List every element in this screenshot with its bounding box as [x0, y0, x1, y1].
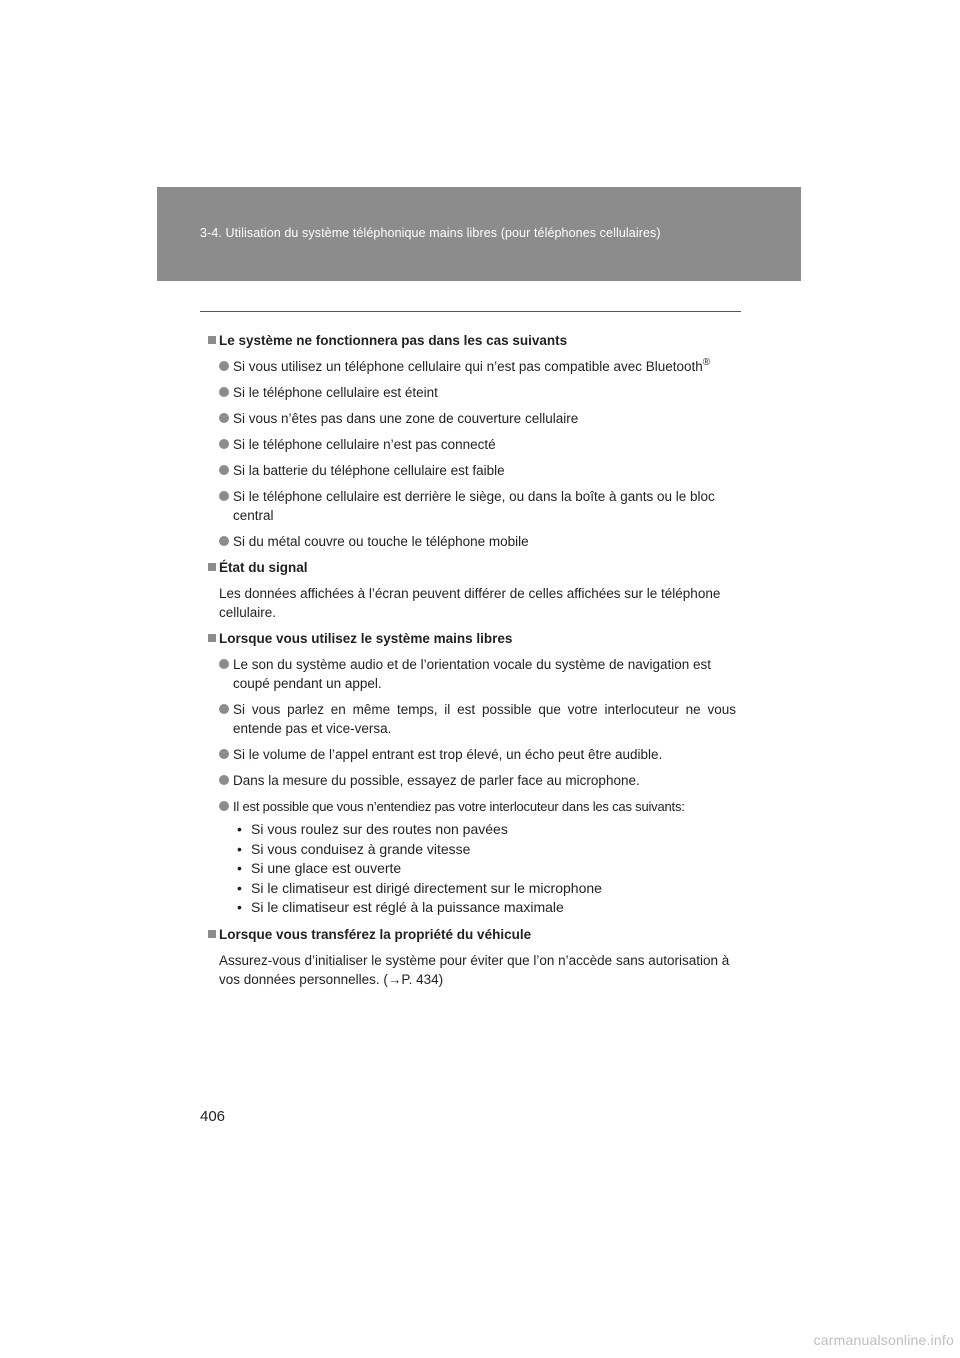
- section-title: [219, 558, 736, 577]
- section-title: [219, 925, 736, 944]
- section-title-text: Lorsque vous transférez la propriété du véhicule: [219, 926, 532, 942]
- list-item: [219, 357, 736, 376]
- circle-bullet-icon: [219, 361, 229, 371]
- arrow-icon: →: [387, 971, 402, 987]
- list-item-text: Si le volume de l’appel entrant est trop élevé, un écho peut être audible.: [233, 747, 663, 762]
- sub-list-item: [237, 879, 736, 899]
- list-item-text: Si le téléphone cellulaire n’est pas connecté: [233, 437, 496, 452]
- list-item: [219, 435, 736, 454]
- list-item: [219, 700, 736, 738]
- list-item-text: Il est possible que vous n’entendiez pas votre interlocuteur dans les cas suivants:: [233, 799, 685, 814]
- sub-list: [219, 820, 736, 918]
- registered-mark: ®: [702, 357, 711, 368]
- square-bullet-icon: [208, 930, 216, 938]
- sub-list-item: [237, 898, 736, 918]
- circle-bullet-icon: [219, 491, 229, 501]
- page-reference-link[interactable]: P. 434): [401, 971, 444, 987]
- circle-bullet-icon: [219, 536, 229, 546]
- circle-bullet-icon: [219, 749, 229, 759]
- sub-list-item: [237, 840, 736, 860]
- chapter-title: 3-4. Utilisation du système téléphonique mains libres (pour téléphones cellulaires): [200, 226, 661, 240]
- list-item: [219, 771, 736, 790]
- list-item-text: Si le téléphone cellulaire est éteint: [233, 385, 438, 400]
- sub-bullet-mark: •: [237, 899, 242, 915]
- circle-bullet-icon: [219, 659, 229, 669]
- sub-list-item-text: Si vous roulez sur des routes non pavées: [251, 821, 508, 837]
- circle-bullet-icon: [219, 465, 229, 475]
- watermark: carmanualsonline.info: [813, 1332, 954, 1348]
- list-item-text: Dans la mesure du possible, essayez de parler face au microphone.: [233, 773, 640, 788]
- circle-bullet-icon: [219, 775, 229, 785]
- section-title-text: État du signal: [219, 560, 308, 575]
- list-item: [219, 532, 736, 551]
- list-item-text: Si le téléphone cellulaire est derrière le siège, ou dans la boîte à gants ou le bloc central: [233, 489, 715, 523]
- sub-bullet-mark: •: [237, 840, 242, 857]
- circle-bullet-icon: [219, 801, 229, 811]
- paragraph-text: Assurez-vous d’initialiser le système pour éviter que l’on n’accède sans autorisation à vos données personnelles. (: [219, 952, 730, 987]
- sub-list-item: [237, 820, 736, 840]
- sub-list-item-text: Si le climatiseur est réglé à la puissance maximale: [251, 899, 564, 915]
- circle-bullet-icon: [219, 704, 229, 714]
- circle-bullet-icon: [219, 413, 229, 423]
- list-item: [219, 655, 736, 693]
- list-item-text: Le son du système audio et de l’orientation vocale du système de navigation est coupé pendant un appel.: [233, 657, 712, 691]
- square-bullet-icon: [208, 563, 216, 571]
- list-item-text: Si vous utilisez un téléphone cellulaire qui n’est pas compatible avec Bluetooth: [233, 359, 703, 374]
- divider: [200, 311, 741, 312]
- section-title: [219, 629, 736, 648]
- sub-bullet-mark: •: [237, 860, 242, 876]
- section-title-text: Le système ne fonctionnera pas dans les cas suivants: [219, 333, 568, 348]
- square-bullet-icon: [208, 336, 216, 344]
- page-number: 406: [200, 1108, 226, 1125]
- sub-list-item-text: Si vous conduisez à grande vitesse: [251, 840, 471, 857]
- paragraph: Les données affichées à l’écran peuvent différer de celles affichées sur le téléphone cellulaire.: [219, 586, 721, 620]
- list-item: [219, 797, 736, 816]
- list-item: [219, 409, 736, 428]
- list-item: [219, 487, 736, 525]
- list-item-text: Si vous parlez en même temps, il est possible que votre interlocuteur ne vous entende pas et vice-versa.: [233, 702, 736, 736]
- list-item-text: Si la batterie du téléphone cellulaire est faible: [233, 463, 505, 478]
- sub-list-item-text: Si le climatiseur est dirigé directement sur le microphone: [251, 879, 602, 896]
- paragraph: [219, 951, 736, 989]
- page-content: [219, 331, 736, 996]
- list-item: [219, 383, 736, 402]
- sub-bullet-mark: •: [237, 879, 242, 896]
- sub-list-item-text: Si une glace est ouverte: [251, 860, 402, 876]
- list-item-text: Si du métal couvre ou touche le téléphone mobile: [233, 534, 529, 549]
- chapter-header-bar: [157, 187, 801, 281]
- section-title-text: Lorsque vous utilisez le système mains libres: [219, 631, 513, 646]
- sub-bullet-mark: •: [237, 821, 242, 837]
- circle-bullet-icon: [219, 439, 229, 449]
- list-item-text: Si vous n’êtes pas dans une zone de couverture cellulaire: [233, 411, 579, 426]
- circle-bullet-icon: [219, 387, 229, 397]
- square-bullet-icon: [208, 634, 216, 642]
- list-item: [219, 745, 736, 764]
- sub-list-item: [237, 859, 736, 879]
- section-title: [219, 331, 736, 350]
- list-item: [219, 461, 736, 480]
